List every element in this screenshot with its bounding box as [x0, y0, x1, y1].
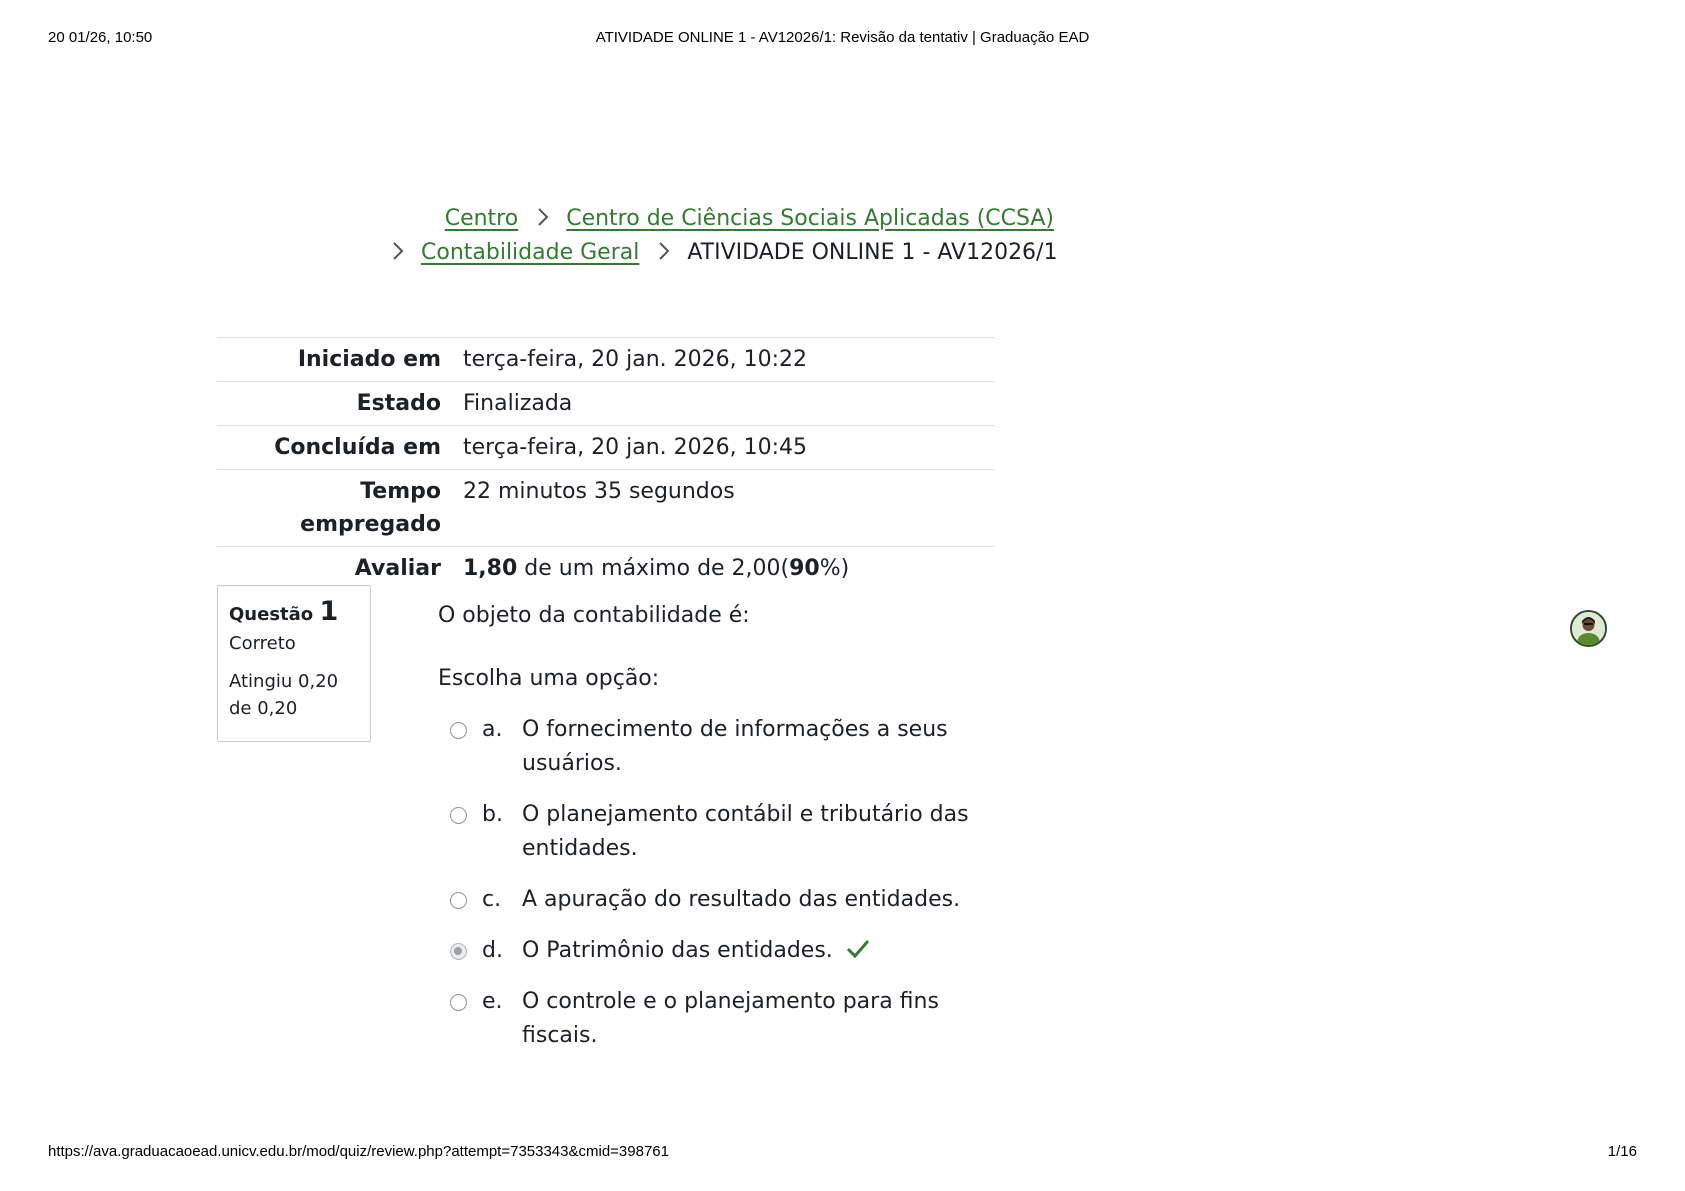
time-label-line-1: Tempo — [360, 479, 441, 504]
time-label — [217, 470, 463, 547]
assistant-avatar-icon[interactable] — [1570, 610, 1607, 647]
started-label: Iniciado em — [217, 338, 463, 382]
chevron-right-icon — [656, 240, 672, 262]
grade-value — [463, 547, 995, 591]
question-number — [229, 596, 360, 627]
breadcrumb-link-ccsa[interactable]: Centro de Ciências Sociais Aplicadas (CCSA) — [566, 206, 1054, 231]
breadcrumb-row-2 — [380, 236, 1058, 270]
answer-option-b[interactable] — [450, 798, 1010, 866]
grade-max: de um máximo de 2,00( — [517, 556, 790, 581]
question-label: Questão — [229, 604, 314, 625]
grade-score: 1,80 — [463, 556, 518, 581]
print-page-number: 1/16 — [1607, 1143, 1637, 1160]
breadcrumb-current: ATIVIDADE ONLINE 1 - AV12026/1 — [687, 240, 1058, 265]
answer-options — [450, 713, 1010, 1070]
grade-end: %) — [819, 556, 850, 581]
radio-option-e[interactable] — [450, 994, 467, 1011]
option-text: O controle e o planejamento para fins fiscais. — [522, 989, 939, 1048]
answer-prompt: Escolha uma opção: — [438, 666, 660, 691]
summary-row-completed — [217, 426, 995, 470]
print-url: https://ava.graduacaoead.unicv.edu.br/mod/quiz/review.php?attempt=7353343&cmid=398761 — [48, 1143, 669, 1160]
question-text: O objeto da contabilidade é: — [438, 603, 750, 628]
completed-value: terça-feira, 20 jan. 2026, 10:45 — [463, 426, 995, 470]
summary-row-started — [217, 338, 995, 382]
option-text: A apuração do resultado das entidades. — [522, 887, 961, 912]
time-label-line-2: empregado — [300, 512, 441, 537]
summary-row-grade — [217, 547, 995, 591]
option-letter: a. — [482, 717, 503, 742]
option-letter: c. — [482, 887, 502, 912]
person-icon — [1572, 612, 1605, 645]
print-page-title: ATIVIDADE ONLINE 1 - AV12026/1: Revisão da tentativ | Graduação EAD — [595, 29, 1090, 46]
breadcrumb-link-centro[interactable]: Centro — [444, 206, 519, 231]
radio-option-d-selected[interactable] — [450, 943, 467, 960]
question-grade: Atingiu 0,20 de 0,20 — [229, 671, 339, 719]
chevron-right-icon — [390, 240, 406, 262]
started-value: terça-feira, 20 jan. 2026, 10:22 — [463, 338, 995, 382]
print-datetime: 20 01/26, 10:50 — [48, 29, 153, 46]
grade-label: Avaliar — [217, 547, 463, 591]
option-text: O fornecimento de informações a seus usuários. — [522, 717, 948, 776]
radio-option-b[interactable] — [450, 807, 467, 824]
print-header — [0, 29, 1685, 49]
completed-label: Concluída em — [217, 426, 463, 470]
grade-percent: 90 — [789, 556, 820, 581]
state-label: Estado — [217, 382, 463, 426]
correct-check-icon — [846, 937, 870, 959]
breadcrumb-link-contabilidade-geral[interactable]: Contabilidade Geral — [421, 240, 640, 265]
summary-row-time — [217, 470, 995, 547]
time-value: 22 minutos 35 segundos — [463, 470, 995, 547]
state-value: Finalizada — [463, 382, 995, 426]
radio-option-a[interactable] — [450, 722, 467, 739]
answer-option-e[interactable] — [450, 985, 1010, 1053]
option-text: O planejamento contábil e tributário das entidades. — [522, 802, 969, 861]
attempt-summary-table — [217, 337, 995, 590]
option-letter: b. — [482, 802, 503, 827]
answer-option-d[interactable] — [450, 934, 1010, 968]
option-letter: e. — [482, 989, 503, 1014]
summary-row-state — [217, 382, 995, 426]
question-number-value: 1 — [319, 596, 339, 627]
answer-option-c[interactable] — [450, 883, 1010, 917]
breadcrumb — [380, 202, 1058, 270]
radio-option-c[interactable] — [450, 892, 467, 909]
question-info-box — [217, 585, 371, 742]
breadcrumb-row-1 — [380, 202, 1054, 236]
question-state: Correto — [229, 633, 296, 654]
option-text: O Patrimônio das entidades. — [522, 938, 833, 963]
option-letter: d. — [482, 938, 503, 963]
answer-option-a[interactable] — [450, 713, 1010, 781]
print-footer — [0, 1143, 1685, 1163]
chevron-right-icon — [535, 206, 551, 228]
